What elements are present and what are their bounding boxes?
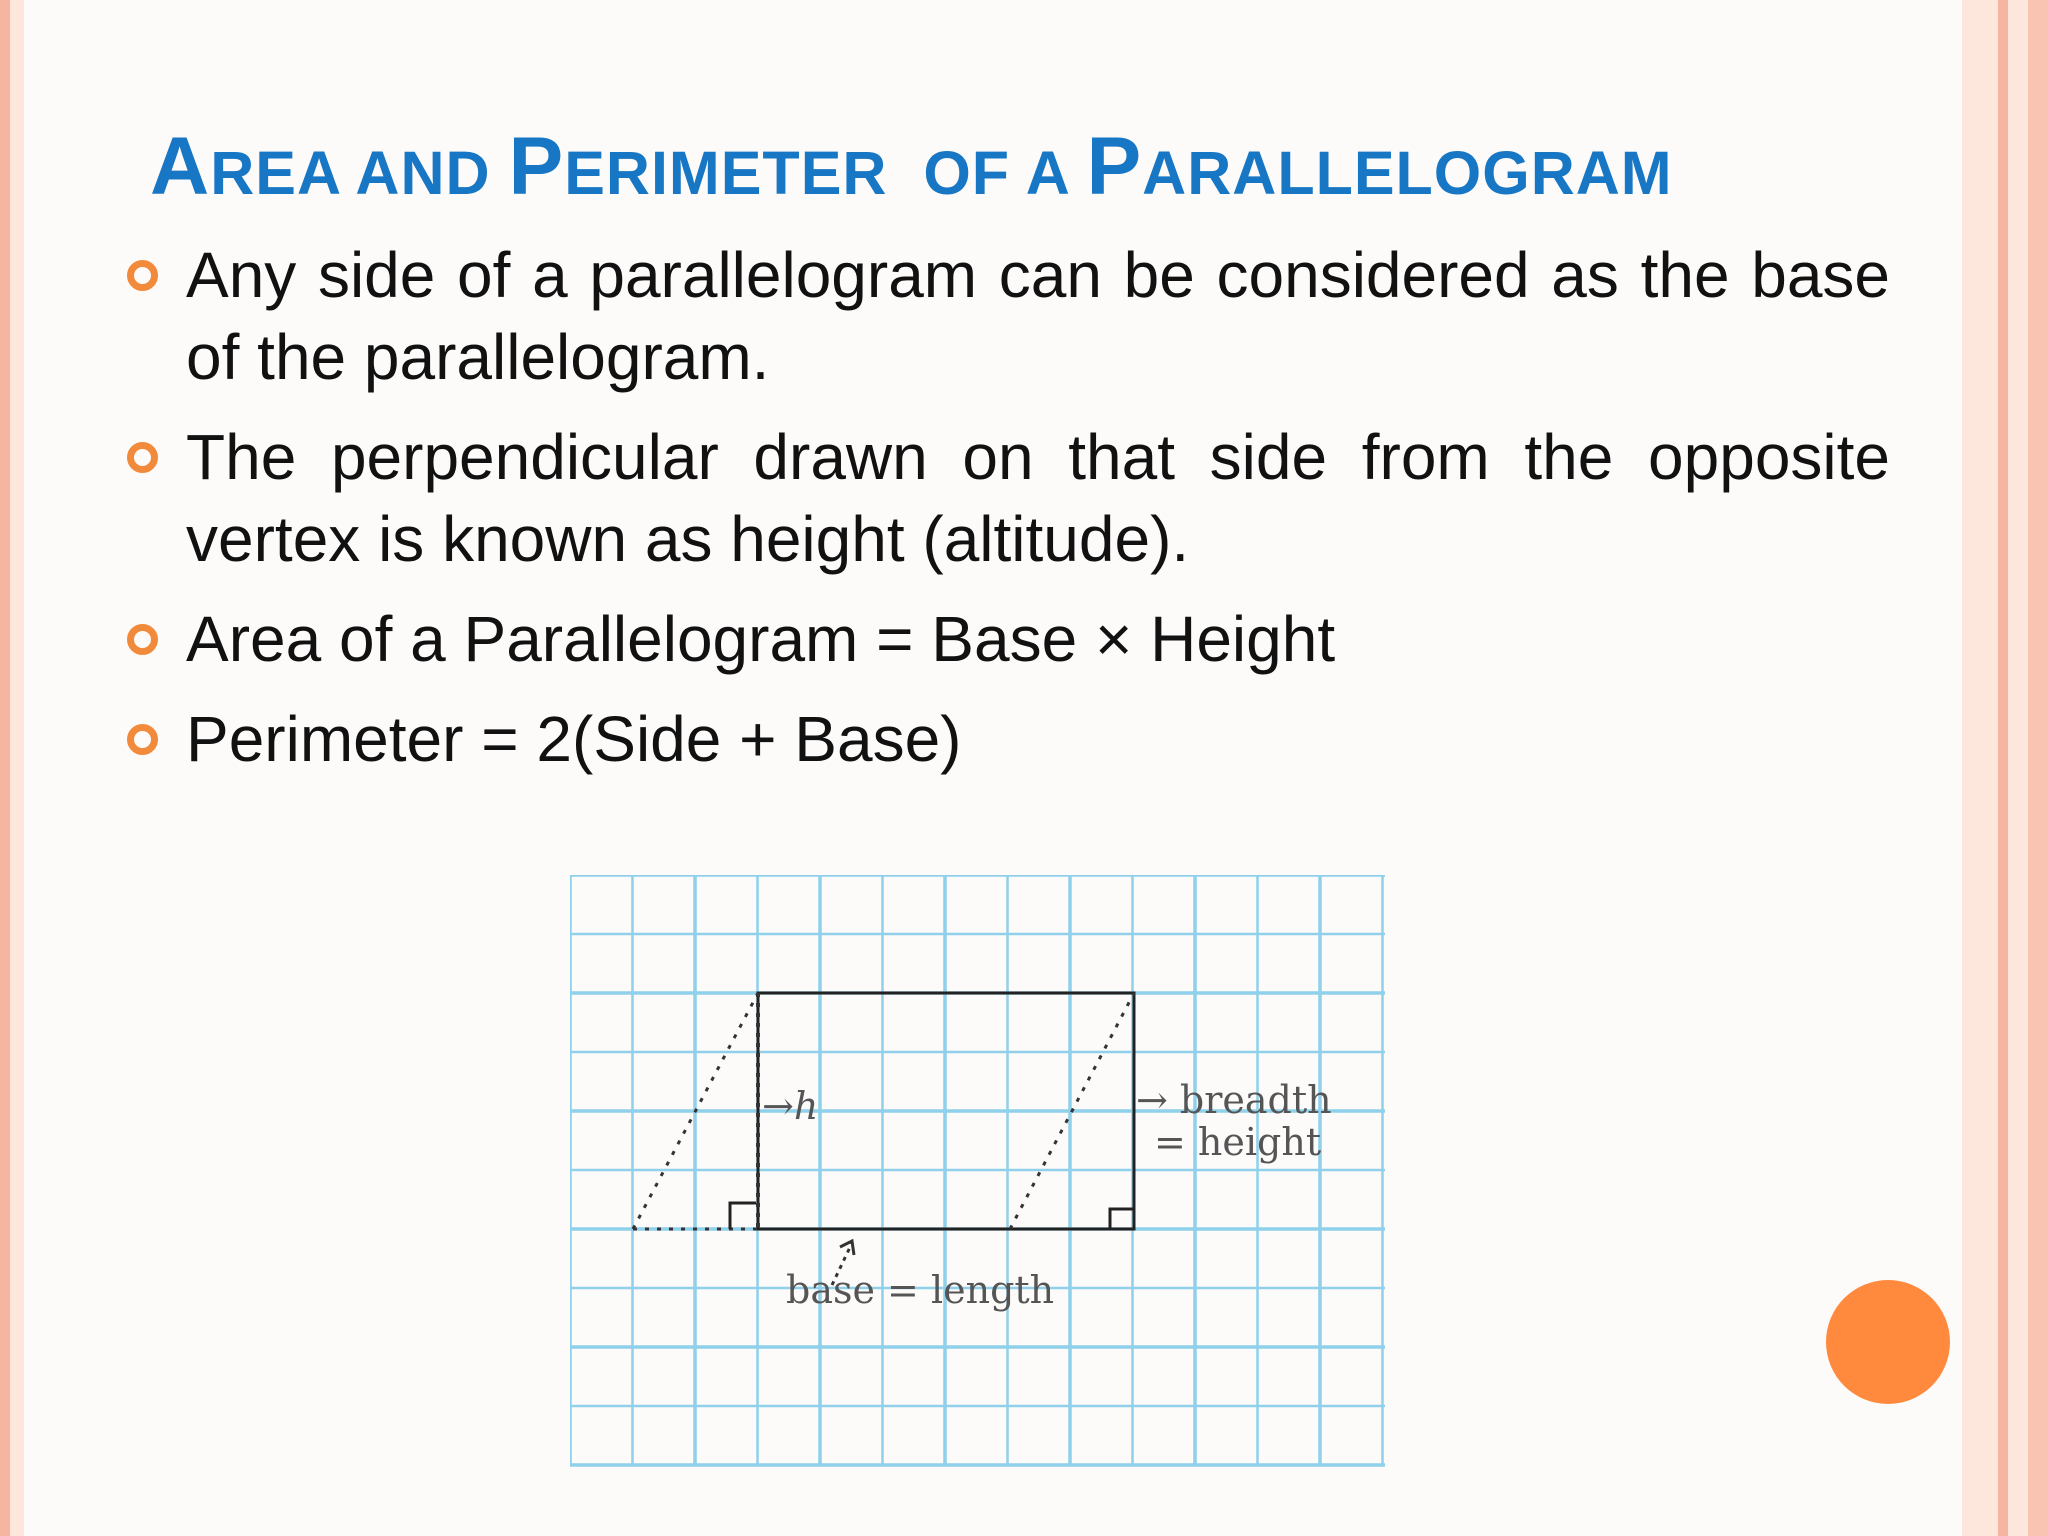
breadth-label: → breadth: [1136, 1078, 1332, 1122]
left-edge-stripe: [0, 0, 10, 1536]
h-label: →h: [762, 1084, 819, 1128]
slide-title: [150, 112, 1850, 222]
height-label: = height: [1154, 1120, 1322, 1164]
bullet-item: [120, 698, 1890, 780]
base-label: base = length: [786, 1268, 1055, 1312]
grid-lines: [570, 875, 1385, 1465]
title-part: ERIMETER OF A: [564, 139, 1087, 207]
right-angle-mark: [1110, 1209, 1134, 1229]
bullet-item: [120, 416, 1890, 580]
bullet-text: The perpendicular drawn on that side from the opposite vertex is known as height (altitude).: [186, 421, 1890, 575]
bullet-ring-icon: [127, 260, 158, 291]
base-arrow-head: [840, 1241, 854, 1255]
bullet-ring-icon: [127, 442, 158, 473]
orange-circle-decoration: [1826, 1280, 1950, 1404]
title-part: P: [508, 121, 565, 212]
bullet-ring-icon: [127, 624, 158, 655]
title-part: ARALLELOGRAM: [1142, 139, 1673, 207]
side-stripe-light: [2008, 0, 2028, 1536]
side-stripe-dark: [1998, 0, 2008, 1536]
title-part: REA AND: [210, 139, 509, 207]
bullet-text: Any side of a parallelogram can be considered as the base of the parallelogram.: [186, 239, 1890, 393]
bullet-item: [120, 598, 1890, 680]
side-stripe-light: [1962, 0, 1998, 1536]
right-angle-mark: [730, 1203, 756, 1229]
left-edge-stripe: [10, 0, 24, 1536]
parallelogram-figure: [570, 875, 1385, 1471]
bullet-ring-icon: [127, 724, 158, 755]
bullet-item: [120, 234, 1890, 398]
side-stripe-mid: [2028, 0, 2048, 1536]
bullet-text: Perimeter = 2(Side + Base): [186, 703, 962, 775]
bullet-list: [120, 234, 1890, 798]
bullet-text: Area of a Parallelogram = Base × Height: [186, 603, 1336, 675]
title-part: P: [1086, 121, 1143, 212]
title-part: A: [150, 121, 211, 212]
